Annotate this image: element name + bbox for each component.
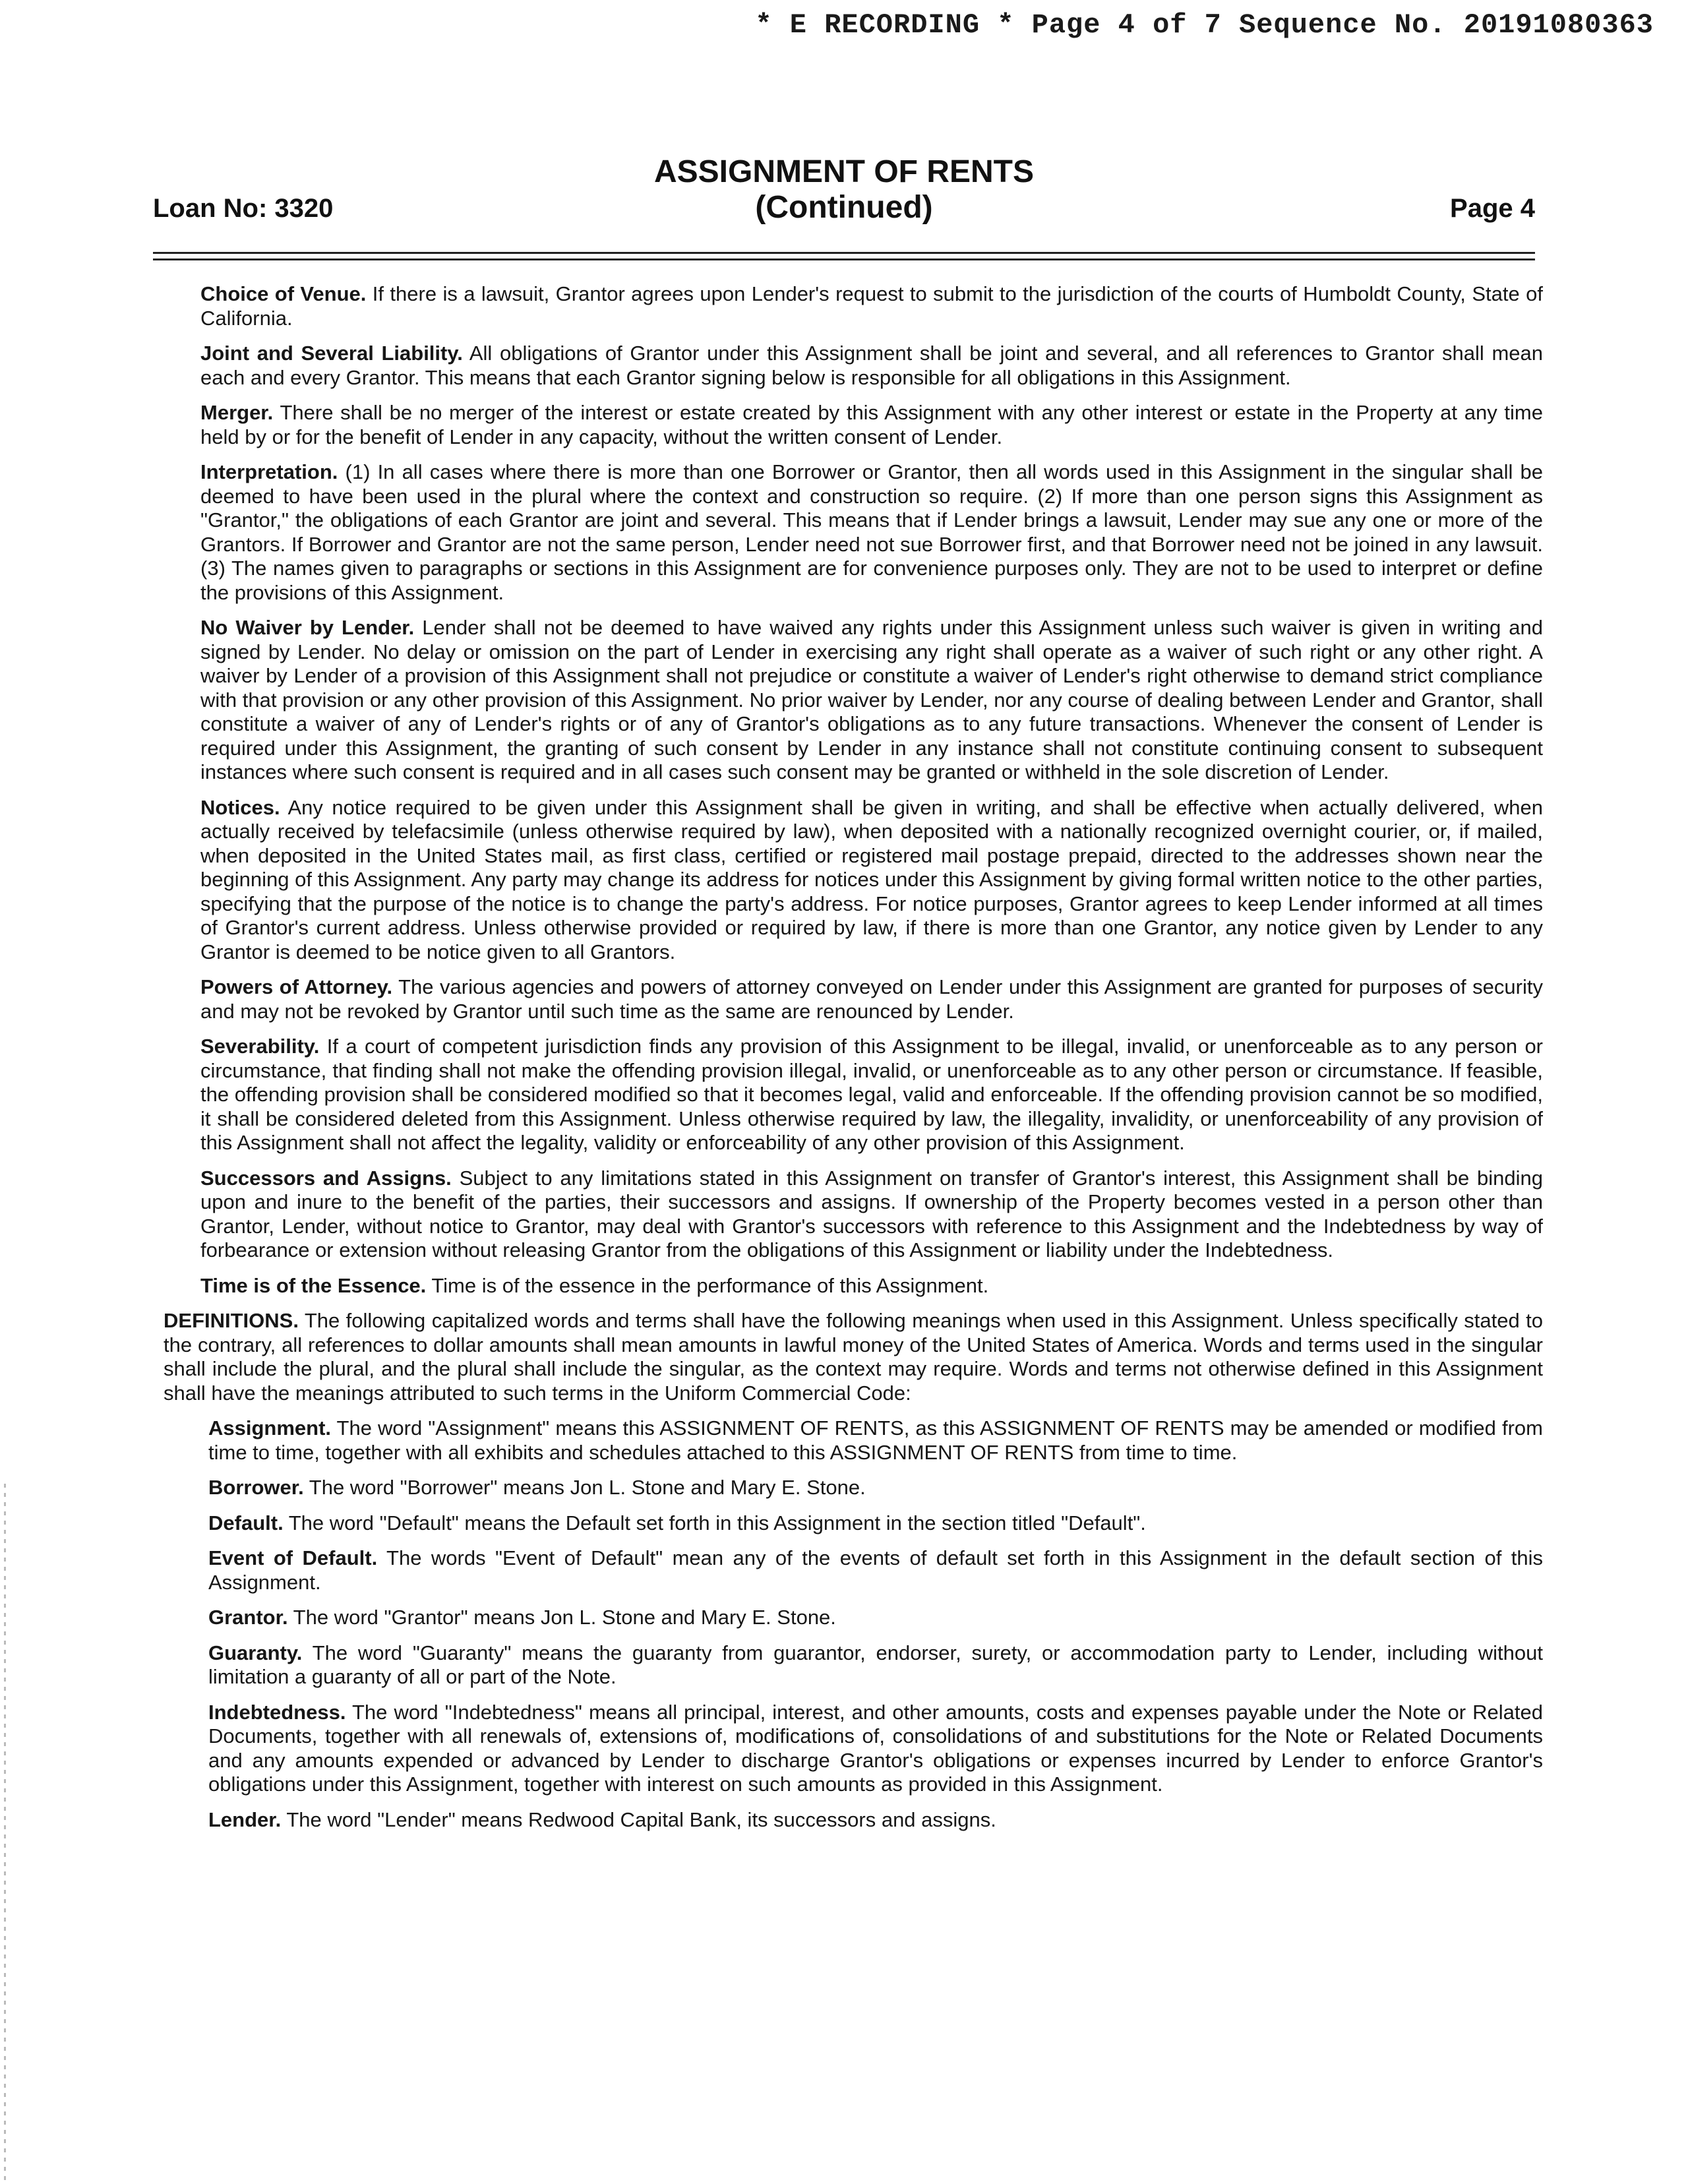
section-text: If a court of competent jurisdiction finds any provision of this Assignment to be illegal, invalid, or unenforceable as to any person or circumstance, that finding shall not make the offending provision illegal, invalid, or unenforceable as to any other person or circumstance. If feasible, the offending provision shall be considered modified so that it becomes legal, valid and enforceable. If the offending provision cannot be so modified, it shall be considered deleted from this Assignment. Unless otherwise required by law, the illegality, invalidity, or unenforceability of any provision of this Assignment shall not affect the legality, validity or enforceability of any other provision of this Assignment. [200,1035,1544,1154]
definition-item [164,1641,1543,1689]
title-line-1: ASSIGNMENT OF RENTS [653,154,1035,189]
section-paragraph [164,342,1543,390]
definition-text: The word "Indebtedness" means all principal, interest, and other amounts, costs and expenses payable under the Note or Related Documents, together with all renewals of, extensions of, modifications of, consolidations of and substitutions for the Note or Related Documents and any amounts expended or advanced by Lender to discharge Grantor's obligations or expenses incurred by Lender to enforce Grantor's obligations under this Assignment, together with interest on such amounts as provided in this Assignment. [208,1700,1543,1796]
section-paragraph [164,975,1543,1023]
definition-term: Lender. [208,1807,282,1831]
section-paragraph [164,1274,1543,1298]
section-paragraph [164,401,1543,449]
definition-item [164,1476,1543,1500]
section-heading: Notices. [200,795,280,819]
section-heading: Successors and Assigns. [200,1166,452,1190]
document-body [164,282,1543,1843]
section-text: Lender shall not be deemed to have waived any rights under this Assignment unless such waiver is given in writing and signed by Lender. No delay or omission on the part of Lender in exercising any right shall operate as a waiver of such right or any other right. A waiver by Lender of a provision of this Assignment shall not prejudice or constitute a waiver of Lender's right otherwise to demand strict compliance with that provision or any other provision of this Assignment. No prior waiver by Lender, nor any course of dealing between Lender and Grantor, shall constitute a waiver of any of Lender's rights or of any of Grantor's obligations as to any future transactions. Whenever the consent of Lender is required under this Assignment, the granting of such consent by Lender in any instance shall not constitute continuing consent to subsequent instances where such consent is required and in all cases such consent may be granted or withheld in the sole discretion of Lender. [200,616,1543,783]
section-text: The various agencies and powers of attorney conveyed on Lender under this Assignment are granted for purposes of security and may not be revoked by Grantor until such time as the same are renounced by Lender. [200,975,1543,1023]
section-heading: Joint and Several Liability. [200,342,463,365]
definition-item [164,1808,1543,1833]
definition-item [164,1606,1543,1630]
header-rule-top [153,252,1535,254]
section-paragraph [164,616,1543,785]
definition-text: The word "Borrower" means Jon L. Stone and Mary E. Stone. [309,1476,866,1499]
definition-text: The word "Lender" means Redwood Capital Bank, its successors and assigns. [286,1807,996,1831]
section-paragraph [164,1167,1543,1263]
section-text: There shall be no merger of the interest or estate created by this Assignment with any other interest or estate in the Property at any time held by or for the benefit of Lender in any capacity, without the written consent of Lender. [200,401,1543,448]
document-title [153,154,1535,226]
definition-text: The word "Assignment" means this ASSIGNMENT OF RENTS, as this ASSIGNMENT OF RENTS may be amended or modified from time to time, together with all exhibits and schedules attached to this ASSIGNMENT OF RENTS from time to time. [208,1416,1543,1464]
definition-term: Grantor. [208,1606,288,1629]
section-text: (1) In all cases where there is more than one Borrower or Grantor, then all words used in this Assignment in the singular shall be deemed to have been used in the plural where the context and construction so require. (2) If more than one person signs this Assignment as "Grantor," the obligations of each Grantor are joint and several. This means that if Lender brings a lawsuit, Lender may sue any one or more of the Grantors. If Borrower and Grantor are not the same person, Lender need not sue Borrower first, and that Borrower need not be joined in any lawsuit. (3) The names given to paragraphs or sections in this Assignment are for convenience purposes only. They are not to be used to interpret or define the provisions of this Assignment. [200,460,1543,604]
section-text: If there is a lawsuit, Grantor agrees upon Lender's request to submit to the jurisdiction of the courts of Humboldt County, State of California. [200,282,1543,330]
definition-text: The word "Default" means the Default set forth in this Assignment in the section titled "Default". [288,1511,1146,1534]
section-paragraph [164,460,1543,605]
definition-item [164,1511,1543,1536]
section-text: All obligations of Grantor under this Assignment shall be joint and several, and all references to Grantor shall mean each and every Grantor. This means that each Grantor signing below is responsible for all obligations in this Assignment. [200,342,1543,389]
section-heading: Choice of Venue. [200,282,367,305]
section-text: Any notice required to be given under this Assignment shall be given in writing, and shall be effective when actually delivered, when actually received by telefacsimile (unless otherwise required by law), when deposited with a nationally recognized overnight courier, or, if mailed, when deposited in the United States mail, as first class, certified or registered mail postage prepaid, directed to the addresses shown near the beginning of this Assignment. Any party may change its address for notices under this Assignment by giving formal written notice to the other parties, specifying that the purpose of the notice is to change the party's address. For notice purposes, Grantor agrees to keep Lender informed at all times of Grantor's current address. Unless otherwise provided or required by law, if there is more than one Grantor, any notice given by Lender to any Grantor is deemed to be notice given to all Grantors. [200,795,1543,963]
definitions-intro [164,1309,1543,1405]
section-paragraph [164,796,1543,965]
page-number: Page 4 [1450,194,1535,223]
section-heading: Severability. [200,1035,320,1058]
section-text: Subject to any limitations stated in this Assignment on transfer of Grantor's interest, this Assignment shall be binding upon and inure to the benefit of the parties, their successors and assigns. If ownership of the Property becomes vested in a person other than Grantor, Lender, without notice to Grantor, may deal with Grantor's successors with reference to this Assignment and the Indebtedness by way of forbearance or extension without releasing Grantor from the obligations of this Assignment or liability under the Indebtedness. [200,1166,1544,1261]
definition-term: Guaranty. [208,1641,303,1664]
header-rule-bottom [153,258,1535,260]
scan-artifact-line [4,1484,6,2183]
definition-item [164,1701,1543,1797]
section-paragraph [164,282,1543,330]
definition-text: The word "Grantor" means Jon L. Stone and Mary E. Stone. [293,1606,836,1629]
definition-term: Event of Default. [208,1546,378,1569]
definition-text: The word "Guaranty" means the guaranty from guarantor, endorser, surety, or accommodation party to Lender, including without limitation a guaranty of all or part of the Note. [208,1641,1543,1688]
section-heading: No Waiver by Lender. [200,616,415,639]
definition-term: Default. [208,1511,284,1534]
section-text: Time is of the essence in the performance of this Assignment. [431,1273,989,1297]
definition-item [164,1416,1543,1465]
definition-term: Borrower. [208,1476,304,1499]
definitions-text: The following capitalized words and terms shall have the following meanings when used in this Assignment. Unless specifically stated to the contrary, all references to dollar amounts shall mean amounts in lawful money of the United States of America. Words and terms used in the singular shall include the plural, and the plural shall include the singular, as the context may require. Words and terms not otherwise defined in this Assignment shall have the meanings attributed to such terms in the Uniform Commercial Code: [164,1309,1543,1405]
section-heading: Powers of Attorney. [200,975,393,998]
document-header [153,154,1535,227]
section-paragraph [164,1035,1543,1155]
definition-term: Indebtedness. [208,1700,346,1724]
loan-number: Loan No: 3320 [153,194,334,223]
definitions-heading: DEFINITIONS. [164,1309,299,1332]
definition-term: Assignment. [208,1416,332,1440]
section-heading: Interpretation. [200,460,338,483]
section-heading: Merger. [200,401,274,424]
recording-stamp: * E RECORDING * Page 4 of 7 Sequence No. 20191080363 [755,9,1654,41]
title-line-2: (Continued) [755,190,933,225]
definition-item [164,1546,1543,1594]
definition-text: The words "Event of Default" mean any of the events of default set forth in this Assignment in the default section of this Assignment. [208,1546,1543,1594]
section-heading: Time is of the Essence. [200,1273,427,1297]
